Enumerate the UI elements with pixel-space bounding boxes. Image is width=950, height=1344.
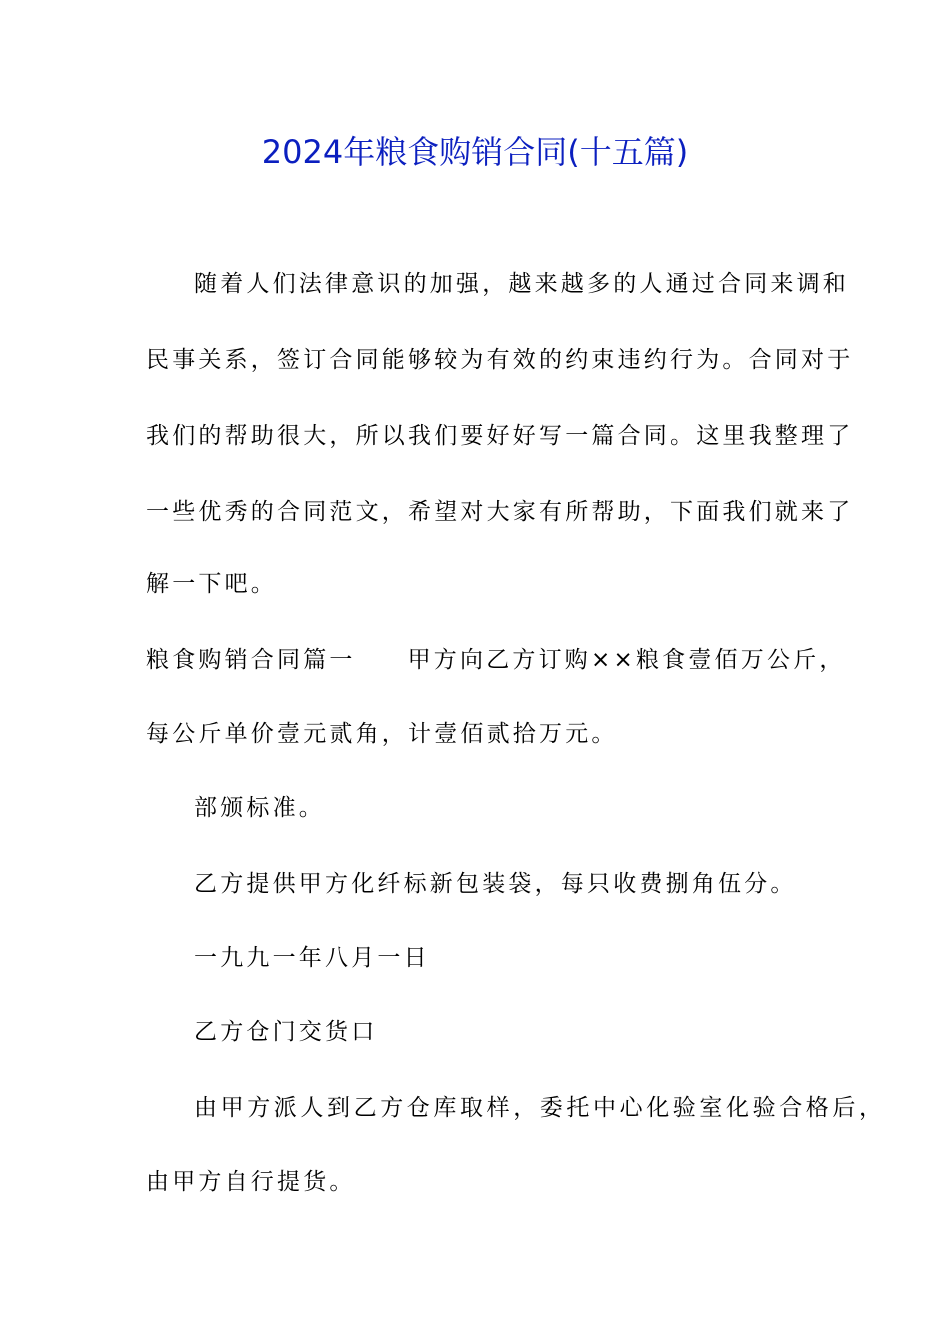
paragraph-standard: 部颁标准。 bbox=[194, 795, 325, 821]
intro-line-5: 解一下吧。 bbox=[146, 571, 277, 597]
paragraph-sampling-line-2: 由甲方自行提货。 bbox=[146, 1169, 356, 1195]
section-second-line: 每公斤单价壹元贰角，计壹佰贰拾万元。 bbox=[146, 721, 618, 747]
section-heading: 粮食购销合同篇一 bbox=[146, 647, 356, 673]
paragraph-packaging: 乙方提供甲方化纤标新包装袋，每只收费捌角伍分。 bbox=[194, 871, 797, 897]
section-first-line: 甲方向乙方订购××粮食壹佰万公斤， bbox=[407, 647, 846, 673]
paragraph-delivery: 乙方仓门交货口 bbox=[194, 1019, 378, 1045]
section-heading-line bbox=[146, 644, 846, 676]
page-title: 2024年粮食购销合同(十五篇) bbox=[261, 133, 689, 171]
intro-line-1: 随着人们法律意识的加强，越来越多的人通过合同来调和 bbox=[194, 271, 849, 297]
intro-line-2: 民事关系，签订合同能够较为有效的约束违约行为。合同对于 bbox=[146, 347, 854, 373]
paragraph-sampling-line-1: 由甲方派人到乙方仓库取样，委托中心化验室化验合格后， bbox=[194, 1095, 886, 1121]
intro-line-4: 一些优秀的合同范文，希望对大家有所帮助，下面我们就来了 bbox=[146, 499, 854, 525]
paragraph-date: 一九九一年八月一日 bbox=[194, 945, 430, 971]
intro-line-3: 我们的帮助很大，所以我们要好好写一篇合同。这里我整理了 bbox=[146, 423, 854, 449]
